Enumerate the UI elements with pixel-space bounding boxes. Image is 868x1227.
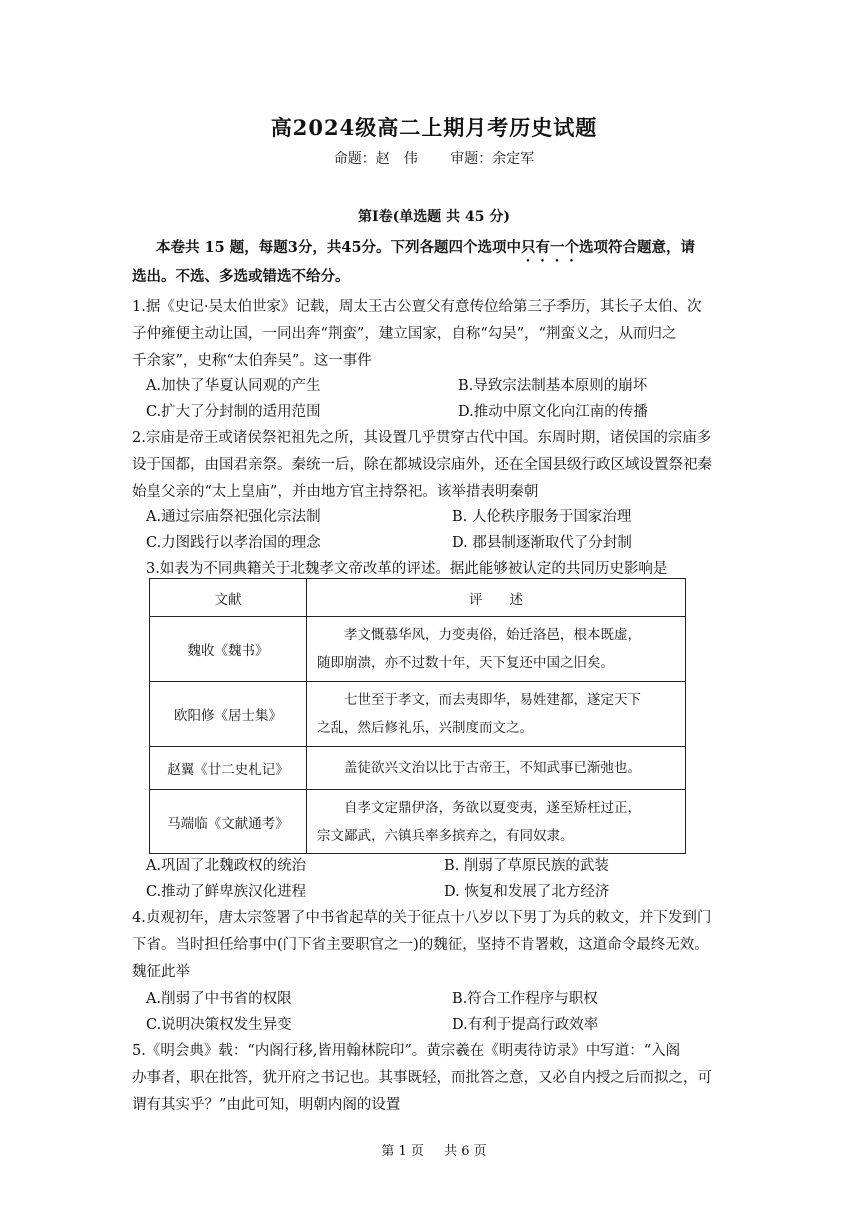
table-row bbox=[150, 617, 686, 682]
q2-option-d: D. 郡县制逐渐取代了分封制 bbox=[452, 535, 632, 551]
q4-stem-1: 4.贞观初年，唐太宗签署了中书省起草的关于征点十八岁以下男丁为兵的敕文，并下发到门 bbox=[132, 910, 712, 926]
row-comment: 盖徒欲兴文治以比于古帝王，不知武事已渐弛也。 bbox=[307, 747, 686, 790]
q4-option-c: C.说明决策权发生异变 bbox=[146, 1017, 292, 1033]
header-comment: 评 述 bbox=[307, 579, 686, 617]
q2-stem-2: 设于国都，由国君亲祭。秦统一后，除在都城设宗庙外，还在全国县级行政区域设置祭祀秦 bbox=[132, 457, 712, 473]
table-header-row bbox=[150, 579, 686, 617]
q2-stem-1: 2.宗庙是帝王或诸侯祭祀祖先之所，其设置几乎贯穿古代中国。东周时期，诸侯国的宗庙多 bbox=[132, 430, 712, 446]
q1-stem-2: 子仲雍便主动让国，一同出奔“荆蛮”，建立国家，自称“勾吴”，“荆蛮义之，从而归之 bbox=[132, 326, 677, 342]
exam-title: 高2024级高二上期月考历史试题 bbox=[270, 115, 598, 140]
q3-option-a: A.巩固了北魏政权的统治 bbox=[146, 858, 307, 874]
page-footer bbox=[0, 1140, 868, 1159]
q5-stem-2: 办事者，职在批答，犹开府之书记也。其事既轻，而批答之意，又必自内授之后而拟之，可 bbox=[132, 1070, 712, 1086]
q4-stem-2: 下省。当时担任给事中(门下省主要职官之一)的魏征，坚持不肯署敕，这道命令最终无效。 bbox=[132, 937, 709, 953]
q1-option-b: B.导致宗法制基本原则的崩坏 bbox=[458, 378, 648, 394]
section-heading: 第Ⅰ卷(单选题 共 45 分) bbox=[358, 209, 510, 225]
q3-stem: 3.如表为不同典籍关于北魏孝文帝改革的评述。据此能够被认定的共同历史影响是 bbox=[146, 561, 668, 577]
emphasis-text: 只有一个 bbox=[521, 239, 580, 256]
row-source: 欧阳修《居士集》 bbox=[150, 682, 307, 747]
instructions-line-1: 本卷共 15 题，每题3分，共45分。下列各题四个选项中只有一个选项符合题意，请 bbox=[156, 239, 696, 256]
q3-option-b: B. 削弱了草原民族的武装 bbox=[444, 858, 609, 874]
instructions-line-2: 选出。不选、多选或错选不给分。 bbox=[132, 268, 350, 285]
row-source: 赵翼《廿二史札记》 bbox=[150, 747, 307, 790]
q3-option-c: C.推动了鲜卑族汉化进程 bbox=[146, 884, 307, 900]
q3-option-d: D. 恢复和发展了北方经济 bbox=[444, 884, 610, 900]
q2-option-c: C.力图践行以孝治国的理念 bbox=[146, 535, 321, 551]
q2-option-b: B. 人伦秩序服务于国家治理 bbox=[452, 509, 632, 525]
q2-option-a: A.通过宗庙祭祀强化宗法制 bbox=[146, 509, 321, 525]
q1-option-c: C.扩大了分封制的适用范围 bbox=[146, 404, 321, 420]
page-total: 共 6 页 bbox=[444, 1144, 487, 1159]
q1-option-a: A.加快了华夏认同观的产生 bbox=[146, 378, 321, 394]
q5-stem-1: 5.《明会典》载：“内阁行移,皆用翰林院印”。黄宗羲在《明夷待访录》中写道：“入阁 bbox=[132, 1043, 681, 1059]
q5-stem-3: 谓有其实乎？”由此可知，明朝内阁的设置 bbox=[132, 1097, 401, 1113]
q2-stem-3: 始皇父亲的“太上皇庙”，并由地方官主持祭祀。该举措表明秦朝 bbox=[132, 484, 539, 500]
q1-stem-3: 千余家”，史称“太伯奔吴”。这一事件 bbox=[132, 353, 372, 369]
q4-option-d: D.有利于提高行政效率 bbox=[452, 1017, 599, 1033]
q1-option-d: D.推动中原文化向江南的传播 bbox=[458, 404, 648, 420]
table-row bbox=[150, 747, 686, 790]
header-source: 文献 bbox=[150, 579, 307, 617]
q3-table bbox=[149, 578, 686, 854]
setter: 命题：赵 伟 bbox=[333, 151, 418, 167]
q4-stem-3: 魏征此举 bbox=[132, 964, 190, 980]
q4-option-a: A.削弱了中书省的权限 bbox=[146, 991, 292, 1007]
row-comment: 孝文慨慕华风，力变夷俗，始迁洛邑，根本既虚， 随即崩溃，亦不过数十年，天下复还中国之旧矣。 bbox=[307, 617, 686, 682]
reviewer: 审题：余定军 bbox=[450, 151, 535, 167]
row-source: 马端临《文献通考》 bbox=[150, 790, 307, 854]
table-row bbox=[150, 682, 686, 747]
table-row bbox=[150, 790, 686, 854]
row-comment: 七世至于孝文，而去夷即华，易姓建都，遂定天下 之乱，然后修礼乐，兴制度而文之。 bbox=[307, 682, 686, 747]
page-number: 第 1 页 bbox=[381, 1144, 424, 1159]
q4-option-b: B.符合工作程序与职权 bbox=[452, 991, 598, 1007]
q1-stem-1: 1.据《史记·吴太伯世家》记载，周太王古公亶父有意传位给第三子季历，其长子太伯、次 bbox=[132, 299, 702, 315]
authors-line bbox=[0, 148, 868, 168]
row-comment: 自孝文定鼎伊洛，务欲以夏变夷，遂至矫枉过正， 宗文鄙武，六镇兵率多摈弃之，有同奴隶。 bbox=[307, 790, 686, 854]
row-source: 魏收《魏书》 bbox=[150, 617, 307, 682]
